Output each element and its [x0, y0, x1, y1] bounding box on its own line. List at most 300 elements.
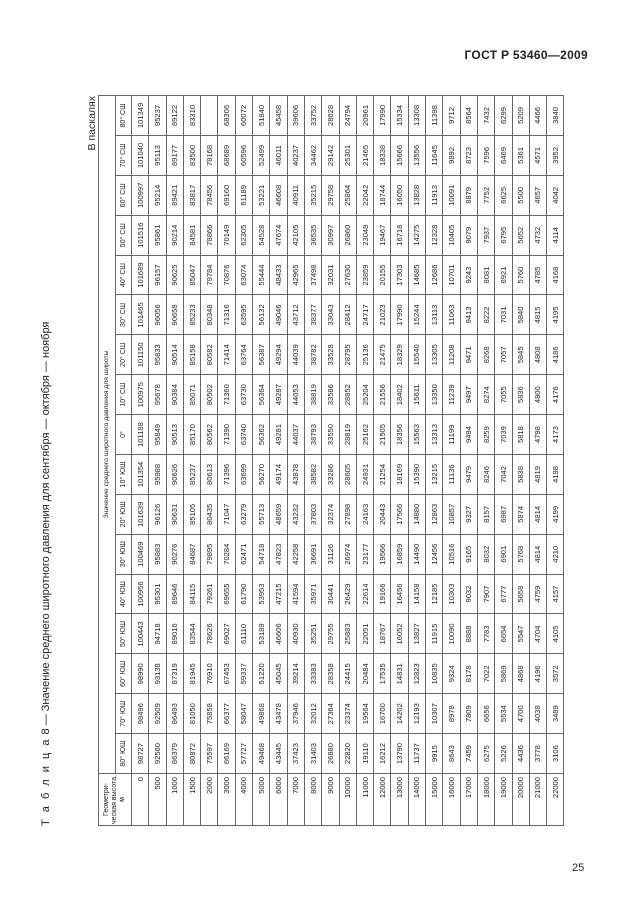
pressure-cell: 22820	[339, 734, 356, 774]
pressure-cell: 44039	[287, 335, 304, 375]
pressure-cell: 54718	[253, 534, 270, 574]
pressure-table	[98, 95, 564, 826]
pressure-cell: 22042	[356, 175, 373, 215]
pressure-cell: 43232	[287, 494, 304, 534]
pressure-cell: 11645	[426, 136, 443, 176]
pressure-cell: 5760	[512, 255, 529, 295]
column-header: 60° ЮШ	[115, 654, 132, 694]
pressure-cell: 35251	[304, 614, 321, 654]
pressure-cell: 9479	[460, 455, 477, 495]
pressure-cell: 4798	[529, 415, 546, 455]
altitude-cell: 1000	[166, 774, 183, 826]
column-header: 60° СШ	[115, 175, 132, 215]
table-row	[356, 95, 373, 825]
pressure-cell: 16718	[391, 215, 408, 255]
pressure-cell: 52499	[253, 136, 270, 176]
pressure-cell: 31403	[304, 734, 321, 774]
pressure-cell: 66377	[218, 694, 235, 734]
pressure-cell: 3778	[529, 734, 546, 774]
pressure-cell: 9712	[443, 95, 460, 135]
pressure-cell: 10857	[443, 494, 460, 534]
page-number: 25	[572, 862, 585, 874]
column-header: 70° СШ	[115, 136, 132, 176]
pressure-cell: 18767	[374, 614, 391, 654]
altitude-cell: 22000	[547, 774, 564, 826]
pressure-cell: 92560	[149, 734, 166, 774]
pressure-cell: 75597	[201, 734, 218, 774]
pressure-cell: 101349	[132, 95, 149, 135]
pressure-cell: 101150	[132, 335, 149, 375]
altitude-cell: 10000	[339, 774, 356, 826]
altitude-cell: 13000	[391, 774, 408, 826]
pressure-cell: 81050	[183, 694, 200, 734]
pressure-cell: 41594	[287, 574, 304, 614]
pressure-cell: 85237	[183, 455, 200, 495]
altitude-cell: 15000	[426, 774, 443, 826]
pressure-cell: 26974	[339, 534, 356, 574]
pressure-cell: 33286	[322, 455, 339, 495]
pressure-cell: 56270	[253, 455, 270, 495]
altitude-cell: 14000	[408, 774, 425, 826]
rotated-table-block	[40, 96, 630, 826]
pressure-cell: 4759	[529, 574, 546, 614]
pressure-cell: 47674	[270, 215, 287, 255]
pressure-cell: 23177	[356, 534, 373, 574]
pressure-cell: 3952	[547, 136, 564, 176]
pressure-cell: 49287	[270, 375, 287, 415]
altitude-cell: 18000	[477, 774, 494, 826]
table-row	[339, 95, 356, 825]
pressure-cell: 7459	[460, 734, 477, 774]
table-row	[270, 95, 287, 825]
group-header: Значение среднего широтного давления для широты	[99, 95, 116, 773]
pressure-cell: 49468	[253, 734, 270, 774]
pressure-cell: 21465	[356, 136, 373, 176]
pressure-cell: 98990	[132, 654, 149, 694]
pressure-cell: 100975	[132, 375, 149, 415]
pressure-cell: 39214	[287, 654, 304, 694]
pressure-cell: 40911	[287, 175, 304, 215]
pressure-cell: 43878	[287, 455, 304, 495]
column-header: 30° ЮШ	[115, 534, 132, 574]
pressure-cell: 8246	[477, 455, 494, 495]
pressure-cell: 18169	[391, 455, 408, 495]
table-row	[235, 95, 252, 825]
pressure-cell: 4199	[547, 494, 564, 534]
pressure-cell: 90626	[166, 455, 183, 495]
pressure-cell: 5845	[512, 335, 529, 375]
table-row	[287, 95, 304, 825]
pressure-cell: 7783	[477, 614, 494, 654]
pressure-cell: 100956	[132, 574, 149, 614]
pressure-cell: 4436	[512, 734, 529, 774]
pressure-cell: 9494	[460, 415, 477, 455]
pressure-cell: 40930	[287, 614, 304, 654]
pressure-cell: 90513	[166, 415, 183, 455]
table-row	[477, 95, 494, 825]
pressure-cell: 15563	[408, 415, 425, 455]
pressure-cell: 80562	[201, 415, 218, 455]
pressure-cell: 3840	[547, 95, 564, 135]
pressure-cell: 63074	[235, 255, 252, 295]
pressure-cell: 12185	[426, 574, 443, 614]
pressure-cell: 44053	[287, 375, 304, 415]
pressure-cell: 8259	[477, 415, 494, 455]
pressure-cell: 15390	[408, 455, 425, 495]
pressure-cell: 101040	[132, 136, 149, 176]
pressure-cell: 57727	[235, 734, 252, 774]
pressure-cell: 28852	[339, 375, 356, 415]
pressure-cell: 17990	[391, 295, 408, 335]
pressure-cell: 6275	[477, 734, 494, 774]
pressure-cell: 101689	[132, 255, 149, 295]
pressure-cell: 10307	[426, 694, 443, 734]
pressure-cell: 7039	[495, 415, 512, 455]
pressure-cell: 80582	[201, 335, 218, 375]
pressure-cell: 95301	[149, 574, 166, 614]
pressure-cell: 24717	[356, 295, 373, 335]
pressure-cell: 11398	[426, 95, 443, 135]
pressure-cell: 4105	[547, 614, 564, 654]
pressure-cell: 8178	[460, 654, 477, 694]
pressure-cell: 49174	[270, 455, 287, 495]
column-header: 50° ЮШ	[115, 614, 132, 654]
pressure-cell: 18402	[391, 375, 408, 415]
pressure-cell: 16052	[391, 614, 408, 654]
pressure-cell: 55444	[253, 255, 270, 295]
pressure-cell: 100469	[132, 534, 149, 574]
pressure-cell: 71316	[218, 295, 235, 335]
pressure-cell: 60072	[235, 95, 252, 135]
column-header: 0°	[115, 415, 132, 455]
pressure-cell: 9413	[460, 295, 477, 335]
pressure-cell: 21023	[374, 295, 391, 335]
pressure-cell: 15334	[391, 95, 408, 135]
pressure-cell: 69027	[218, 614, 235, 654]
pressure-cell: 9079	[460, 215, 477, 255]
pressure-cell: 42965	[287, 255, 304, 295]
pressure-cell: 8888	[460, 614, 477, 654]
pressure-cell: 85233	[183, 295, 200, 335]
pressure-cell: 4186	[547, 335, 564, 375]
pressure-cell: 18329	[391, 335, 408, 375]
pressure-cell: 46011	[270, 136, 287, 176]
pressure-cell: 3572	[547, 654, 564, 694]
pressure-cell: 95678	[149, 375, 166, 415]
pressure-cell: 13308	[408, 95, 425, 135]
pressure-cell: 16700	[374, 694, 391, 734]
pressure-cell: 10090	[443, 614, 460, 654]
altitude-cell: 4000	[235, 774, 252, 826]
table-row	[218, 95, 235, 825]
altitude-cell: 2000	[201, 774, 218, 826]
pressure-cell: 71360	[218, 375, 235, 415]
document-standard-code: ГОСТ Р 53460—2009	[464, 48, 588, 62]
pressure-cell: 12863	[426, 494, 443, 534]
pressure-cell: 8723	[460, 136, 477, 176]
pressure-cell: 42258	[287, 534, 304, 574]
pressure-cell: 9327	[460, 494, 477, 534]
pressure-cell: 6987	[495, 494, 512, 534]
altitude-cell: 16000	[443, 774, 460, 826]
column-header: 30° СШ	[115, 295, 132, 335]
pressure-cell: 100997	[132, 175, 149, 215]
pressure-cell: 5869	[495, 654, 512, 694]
pressure-cell: 45045	[270, 654, 287, 694]
pressure-cell: 4195	[547, 295, 564, 335]
pressure-cell: 10835	[426, 654, 443, 694]
pressure-cell: 5226	[495, 734, 512, 774]
pressure-cell: 15666	[391, 136, 408, 176]
pressure-cell: 9324	[443, 654, 460, 694]
pressure-cell: 4176	[547, 375, 564, 415]
pressure-cell: 5361	[512, 136, 529, 176]
pressure-cell: 48659	[270, 494, 287, 534]
pressure-cell: 4198	[547, 455, 564, 495]
pressure-cell: 85047	[183, 255, 200, 295]
pressure-cell: 89016	[166, 614, 183, 654]
altitude-cell: 9000	[322, 774, 339, 826]
pressure-cell: 32031	[322, 255, 339, 295]
pressure-cell: 98496	[132, 694, 149, 734]
pressure-cell: 12686	[426, 255, 443, 295]
pressure-cell: 6469	[495, 136, 512, 176]
pressure-cell: 54528	[253, 215, 270, 255]
pressure-cell: 28605	[339, 455, 356, 495]
pressure-cell: 49294	[270, 335, 287, 375]
table-row	[547, 95, 564, 825]
pressure-cell: 30997	[322, 215, 339, 255]
pressure-cell: 4704	[529, 614, 546, 654]
pressure-cell: 101465	[132, 295, 149, 335]
pressure-cell: 15540	[408, 335, 425, 375]
pressure-cell: 63740	[235, 415, 252, 455]
pressure-cell: 5840	[512, 295, 529, 335]
pressure-cell: 90214	[166, 215, 183, 255]
pressure-cell: 21556	[374, 375, 391, 415]
pressure-cell: 18338	[374, 136, 391, 176]
pressure-cell: 13305	[426, 335, 443, 375]
pressure-cell: 6656	[477, 694, 494, 734]
pressure-cell: 6625	[495, 175, 512, 215]
table-row	[132, 95, 149, 825]
pressure-cell: 71396	[218, 455, 235, 495]
pressure-cell: 4657	[529, 175, 546, 215]
pressure-cell: 89646	[166, 574, 183, 614]
pressure-cell: 47823	[270, 534, 287, 574]
pressure-cell: 58047	[235, 694, 252, 734]
pressure-cell: 25301	[339, 136, 356, 176]
pressure-cell: 53221	[253, 175, 270, 215]
pressure-cell: 79261	[201, 574, 218, 614]
pressure-cell: 4042	[547, 175, 564, 215]
pressure-cell: 4814	[529, 534, 546, 574]
pressure-cell: 9165	[460, 534, 477, 574]
column-header: 20° СШ	[115, 335, 132, 375]
pressure-cell: 5838	[512, 455, 529, 495]
table-row	[391, 95, 408, 825]
pressure-cell: 13350	[426, 375, 443, 415]
pressure-cell: 8222	[477, 295, 494, 335]
pressure-cell: 5836	[512, 375, 529, 415]
table-row	[529, 95, 546, 825]
pressure-cell: 80613	[201, 455, 218, 495]
pressure-cell: 36535	[304, 215, 321, 255]
pressure-cell: 8643	[443, 734, 460, 774]
pressure-cell: 56362	[253, 415, 270, 455]
pressure-cell: 84115	[183, 574, 200, 614]
pressure-cell: 85158	[183, 335, 200, 375]
pressure-cell: 90276	[166, 534, 183, 574]
pressure-cell: 95214	[149, 175, 166, 215]
pressure-cell: 89122	[166, 95, 183, 135]
pressure-cell: 15611	[408, 375, 425, 415]
pressure-cell: 38377	[304, 295, 321, 335]
pressure-cell: 76910	[201, 654, 218, 694]
pressure-cell: 16212	[374, 734, 391, 774]
pressure-cell: 56387	[253, 335, 270, 375]
pressure-cell: 23374	[339, 694, 356, 734]
pressure-cell: 14158	[408, 574, 425, 614]
pressure-cell: 7022	[477, 654, 494, 694]
pressure-cell: 11915	[426, 614, 443, 654]
unit-note: В паскалях	[86, 96, 98, 151]
pressure-cell: 24163	[356, 494, 373, 534]
pressure-cell: 20443	[374, 494, 391, 534]
pressure-cell: 37803	[304, 494, 321, 534]
pressure-cell: 56132	[253, 295, 270, 335]
pressure-cell: 36691	[304, 534, 321, 574]
column-header: 80° ЮШ	[115, 734, 132, 774]
pressure-cell: 8879	[460, 175, 477, 215]
pressure-cell: 37946	[287, 694, 304, 734]
pressure-cell: 68689	[218, 136, 235, 176]
pressure-cell: 12328	[426, 215, 443, 255]
pressure-cell: 23048	[356, 215, 373, 255]
pressure-cell: 48433	[270, 255, 287, 295]
pressure-cell: 23859	[356, 255, 373, 295]
pressure-cell: 61790	[235, 574, 252, 614]
pressure-cell: 63730	[235, 375, 252, 415]
table-row	[495, 95, 512, 825]
pressure-cell: 13556	[408, 136, 425, 176]
pressure-cell: 4732	[529, 215, 546, 255]
pressure-cell: 27630	[339, 255, 356, 295]
altitude-cell: 12000	[374, 774, 391, 826]
pressure-cell: 95861	[149, 215, 166, 255]
pressure-cell: 7432	[477, 95, 494, 135]
altitude-cell: 5000	[253, 774, 270, 826]
pressure-cell: 14831	[391, 654, 408, 694]
pressure-cell: 14880	[408, 494, 425, 534]
altitude-cell: 20000	[512, 774, 529, 826]
pressure-cell: 101354	[132, 455, 149, 495]
pressure-cell: 63699	[235, 455, 252, 495]
table-row	[304, 95, 321, 825]
pressure-cell: 21475	[374, 335, 391, 375]
pressure-cell: 25204	[356, 375, 373, 415]
pressure-cell: 16456	[391, 574, 408, 614]
altitude-cell: 7000	[287, 774, 304, 826]
pressure-cell: 25136	[356, 335, 373, 375]
pressure-cell: 20155	[374, 255, 391, 295]
table-row	[460, 95, 477, 825]
pressure-cell: 8274	[477, 375, 494, 415]
pressure-cell: 6299	[495, 95, 512, 135]
pressure-cell: 17535	[374, 654, 391, 694]
altitude-cell: 0	[132, 774, 149, 826]
pressure-cell: 89177	[166, 136, 183, 176]
altitude-cell: 500	[149, 774, 166, 826]
pressure-cell: 7055	[495, 375, 512, 415]
pressure-cell: 15244	[408, 295, 425, 335]
pressure-cell: 13313	[426, 415, 443, 455]
pressure-cell: 33528	[322, 335, 339, 375]
pressure-cell: 35971	[304, 574, 321, 614]
table-row	[408, 95, 425, 825]
stub-header: Геометри-ческая высота, м	[99, 774, 132, 826]
pressure-cell: 83817	[183, 175, 200, 215]
pressure-cell: 42105	[287, 215, 304, 255]
pressure-cell: 84687	[183, 534, 200, 574]
pressure-cell: 5768	[512, 534, 529, 574]
pressure-cell: 40237	[287, 136, 304, 176]
pressure-cell: 10091	[443, 175, 460, 215]
pressure-cell: 101188	[132, 415, 149, 455]
pressure-cell: 45458	[270, 95, 287, 135]
column-header: 40° ЮШ	[115, 574, 132, 614]
pressure-cell: 24794	[339, 95, 356, 135]
pressure-cell: 96126	[149, 494, 166, 534]
pressure-cell: 17303	[391, 255, 408, 295]
pressure-cell: 19564	[356, 694, 373, 734]
pressure-cell: 60596	[235, 136, 252, 176]
pressure-cell: 7907	[477, 574, 494, 614]
pressure-cell: 80502	[201, 375, 218, 415]
pressure-cell: 14685	[408, 255, 425, 295]
pressure-cell: 17990	[374, 95, 391, 135]
pressure-cell: 5818	[512, 415, 529, 455]
pressure-cell: 95883	[149, 534, 166, 574]
pressure-cell: 38793	[304, 415, 321, 455]
pressure-cell: 21254	[374, 455, 391, 495]
pressure-cell: 32012	[304, 694, 321, 734]
pressure-cell: 71390	[218, 415, 235, 455]
column-header: 70° ЮШ	[115, 694, 132, 734]
pressure-cell: 27364	[322, 694, 339, 734]
pressure-cell: 83310	[183, 95, 200, 135]
pressure-cell: 95849	[149, 415, 166, 455]
pressure-cell: 49281	[270, 415, 287, 455]
pressure-cell: 4157	[547, 574, 564, 614]
pressure-cell: 21505	[374, 415, 391, 455]
pressure-cell: 33550	[322, 415, 339, 455]
pressure-cell: 39606	[287, 95, 304, 135]
pressure-cell: 7809	[460, 694, 477, 734]
pressure-cell: 4785	[529, 255, 546, 295]
pressure-cell: 27898	[339, 494, 356, 534]
pressure-cell: 26880	[322, 734, 339, 774]
pressure-cell: 5652	[512, 215, 529, 255]
pressure-cell: 69655	[218, 574, 235, 614]
pressure-cell: 66169	[218, 734, 235, 774]
pressure-cell: 53953	[253, 574, 270, 614]
pressure-cell: 4571	[529, 136, 546, 176]
pressure-cell: 83544	[183, 614, 200, 654]
table-row	[512, 95, 529, 825]
pressure-cell: 49868	[253, 694, 270, 734]
pressure-cell: 69160	[218, 175, 235, 215]
